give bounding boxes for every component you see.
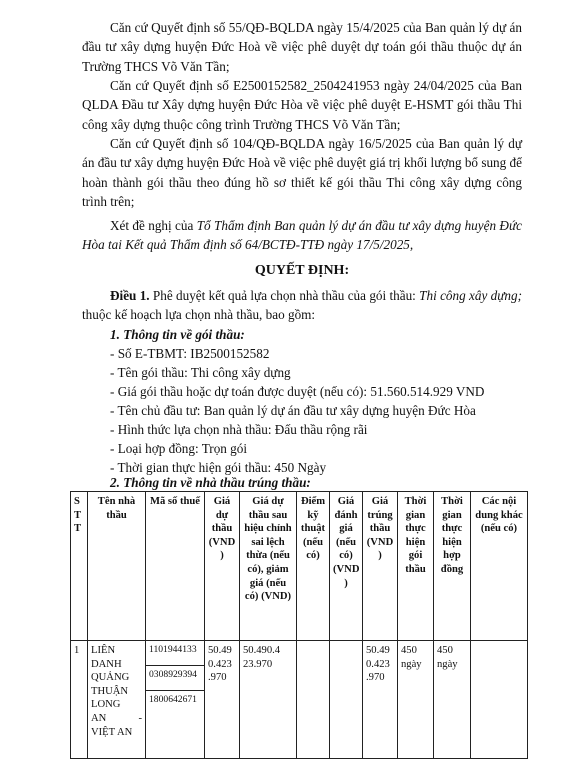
package-info-line: - Thời gian thực hiện gói thầu: 450 Ngày (110, 460, 327, 475)
package-info-line: - Hình thức lựa chọn nhà thầu: Đấu thầu rộng rãi (110, 422, 368, 437)
cell-bidder-name (88, 641, 146, 759)
header-bid-duration: Thời gian thực hiện gói thầu (398, 492, 434, 641)
header-tech-score: Điểm kỹ thuật (nếu có) (297, 492, 330, 641)
bidder-name-line: VIỆT AN (91, 726, 133, 738)
article-1 (82, 286, 522, 325)
article-1-text: Phê duyệt kết quả lựa chọn nhà thầu của gói thầu: (149, 288, 420, 303)
article-1-package: Thi công xây dựng; (419, 288, 523, 303)
basis-paragraph-3: Căn cứ Quyết định số 104/QĐ-BQLDA ngày 16/5/2025 của Ban quản lý dự án đầu tư xây dựng huyện Đức Hoà về việc phê duyệt giá trị khối lượng bổ sung để hoàn thành gói thầu theo đúng hồ sơ thiết kế gói thầu Thi công xây dựng công trình trên; (82, 136, 522, 210)
proposal-italic: Tổ Thẩm định Ban quản lý dự án đầu tư xây dựng huyện Đức Hòa tai Kết quả Thẩm định số 64/BCTĐ-TTĐ ngày 17/5/2025, (82, 218, 523, 253)
proposal-prefix: Xét đề nghị của (110, 218, 197, 233)
decision-title: QUYẾT ĐỊNH: (254, 263, 350, 278)
package-info-line: - Tên chủ đầu tư: Ban quản lý dự án đầu tư xây dựng huyện Đức Hòa (110, 403, 476, 418)
bidder-name-line: AN - (91, 712, 142, 724)
bidder-name-line: QUẢNG (91, 672, 130, 684)
header-eval-price: Giá đánh giá (nếu có) (VND ) (330, 492, 363, 641)
basis-paragraph-2: Căn cứ Quyết định số E2500152582_2504241953 ngày 24/04/2025 của Ban QLDA Đầu tư Xây dựng huyện Đức Hòa về việc phê duyệt E-HSMT gói thầu Thi công xây dựng thuộc công trình Trường THCS Võ Văn Tần; (82, 78, 522, 132)
article-1-label: Điều 1. (110, 288, 150, 303)
winning-bidder-table (70, 491, 528, 759)
bidder-name-line: DANH (91, 658, 122, 670)
bidder-name-line: LONG (91, 699, 121, 711)
section-2-title: 2. Thông tin về nhà thầu trúng thầu: (110, 475, 311, 490)
tax-code: 1800642671 (146, 690, 204, 715)
cell-other (471, 641, 528, 759)
tax-code: 0308929394 (146, 665, 204, 690)
header-bidder-name: Tên nhà thầu (88, 492, 146, 641)
cell-winning-price: 50.49 0.423 .970 (363, 641, 398, 759)
cell-bid-duration: 450 ngày (398, 641, 434, 759)
section-1-title: 1. Thông tin về gói thầu: (110, 327, 245, 342)
table-header-row (71, 492, 528, 641)
tax-code: 1101944133 (149, 644, 197, 655)
cell-eval-price (330, 641, 363, 759)
header-other: Các nội dung khác (nếu có) (471, 492, 528, 641)
package-info-line: - Loại hợp đồng: Trọn gói (110, 441, 248, 456)
header-winning-price: Giá trúng thầu (VND ) (363, 492, 398, 641)
header-stt: S T T (71, 492, 88, 641)
bidder-name-line: THUẬN (91, 685, 129, 697)
package-info-line: - Số E-TBMT: IB2500152582 (110, 346, 270, 361)
header-tax-code: Mã số thuế (146, 492, 205, 641)
article-1-tail: thuộc kế hoạch lựa chọn nhà thầu, bao gồm: (82, 307, 316, 323)
header-corrected-price: Giá dự thầu sau hiệu chỉnh sai lệch thừa (nếu có), giảm giá (nếu có) (VND) (240, 492, 297, 641)
cell-tech-score (297, 641, 330, 759)
header-bid-price: Giá dự thầu (VND ) (205, 492, 240, 641)
package-info-line: - Giá gói thầu hoặc dự toán được duyệt (nếu có): 51.560.514.929 VND (110, 384, 485, 399)
table-row (71, 641, 528, 759)
cell-tax-codes (146, 641, 205, 759)
package-info-line: - Tên gói thầu: Thi công xây dựng (110, 365, 291, 380)
proposal-paragraph (82, 216, 522, 255)
bidder-name-line: LIÊN (91, 645, 116, 656)
header-contract-duration: Thời gian thực hiện hợp đồng (434, 492, 471, 641)
cell-corrected-price: 50.490.4 23.970 (240, 641, 297, 759)
cell-stt: 1 (71, 641, 88, 759)
basis-paragraph-1: Căn cứ Quyết định số 55/QĐ-BQLDA ngày 15/4/2025 của Ban quản lý dự án đầu tư xây dựng huyện Đức Hoà về việc phê duyệt dự toán gói thầu thuộc dự án Trường THCS Võ Văn Tần; (82, 20, 522, 74)
cell-contract-duration: 450 ngày (434, 641, 471, 759)
cell-bid-price: 50.49 0.423 .970 (205, 641, 240, 759)
